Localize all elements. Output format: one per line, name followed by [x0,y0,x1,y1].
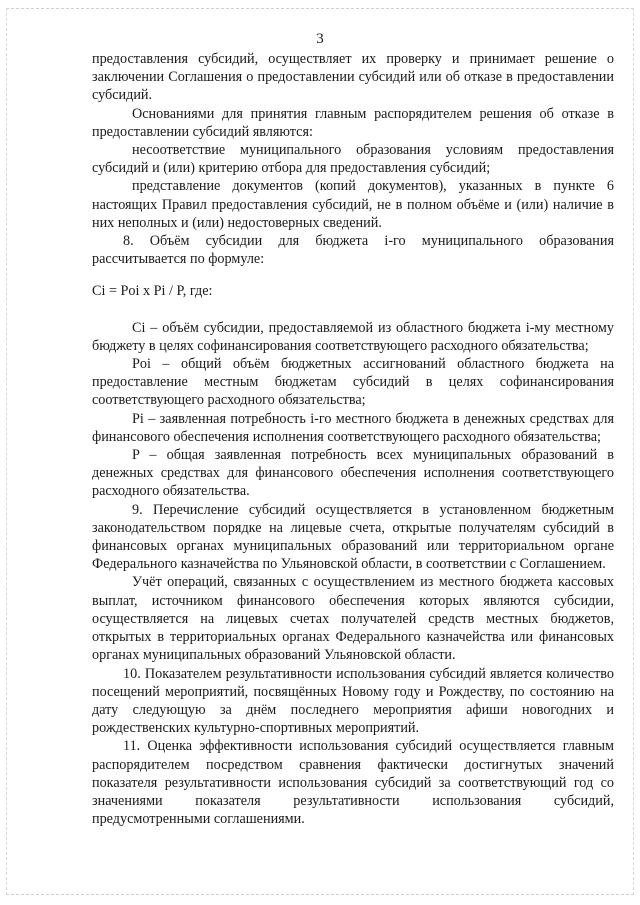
formula: Ci = Poi x Pi / P, где: [92,283,213,300]
paragraph-def-ci: Ci – объём субсидии, предоставляемой из областного бюджета i-му местному бюджету в целях софинансирования соответствующего расходного обязательства; [92,319,614,354]
scan-edge-left [6,8,7,895]
paragraph-def-p: P – общая заявленная потребность всех муниципальных образований в денежных средствах для финансового обеспечения исполнения соответствующего расходного обязательства. [92,447,614,500]
paragraph-accounting: Учёт операций, связанных с осуществлением из местного бюджета кассовых выплат, источником финансового обеспечения которых являются субсидии, осуществляется на лицевых счетах получателей средств местных бюджетов, открытых в территориальных органах Федерального казначейства или финансовых органах муниципальных образований Ульяновской области. [92,574,614,664]
paragraph-continuation: предоставления субсидий, осуществляет их проверку и принимает решение о заключении Соглашения о предоставлении субсидий или об отказе в предоставлении субсидий. [92,51,614,104]
scan-edge-right [633,8,634,895]
paragraph-refusal-ground-2: представление документов (копий документов), указанных в пункте 6 настоящих Правил предоставления субсидий, не в полном объёме и (или) наличие в них неполных и (или) недостоверных сведений. [92,178,614,231]
page-number: 3 [316,31,324,47]
paragraph-item-10: 10. Показателем результативности использования субсидий является количество посещений мероприятий, посвящённых Новому году и Рождеству, по состоянию на дату следующую за днём последнего мероприятия афиши новогодних и рождественских культурно-спортивных мероприятий. [92,665,614,737]
paragraph-item-8: 8. Объём субсидии для бюджета i-го муниципального образования рассчитывается по формуле: [92,233,614,268]
scan-edge-top [6,8,634,9]
scan-edge-bottom [6,894,634,895]
document-body [92,50,614,828]
paragraph-refusal-grounds: Основаниями для принятия главным распорядителем решения об отказе в предоставлении субсидий являются: [92,105,614,140]
paragraph-def-pi: Pi – заявленная потребность i-го местного бюджета в денежных средствах для финансового обеспечения исполнения соответствующего расходного обязательства; [92,410,614,445]
paragraph-refusal-ground-1: несоответствие муниципального образования условиям предоставления субсидий и (или) критерию отбора для предоставления субсидий; [92,142,614,177]
paragraph-item-9: 9. Перечисление субсидий осуществляется в установленном бюджетным законодательством порядке на лицевые счета, открытые получателям субсидий в финансовых органах муниципальных образований или территориальном органе Федерального казначейства по Ульяновской области, в соответствии с Соглашением. [92,501,614,573]
paragraph-item-11: 11. Оценка эффективности использования субсидий осуществляется главным распорядителем посредством сравнения фактически достигнутых значений показателя результативности использования субсидий за соответствующий год со значениями показателя результативности использования субсидий, предусмотренными соглашениями. [92,738,614,828]
paragraph-def-poi: Poi – общий объём бюджетных ассигнований областного бюджета на предоставление местным бюджетам субсидий в целях софинансирования соответствующего расходного обязательства; [92,356,614,409]
